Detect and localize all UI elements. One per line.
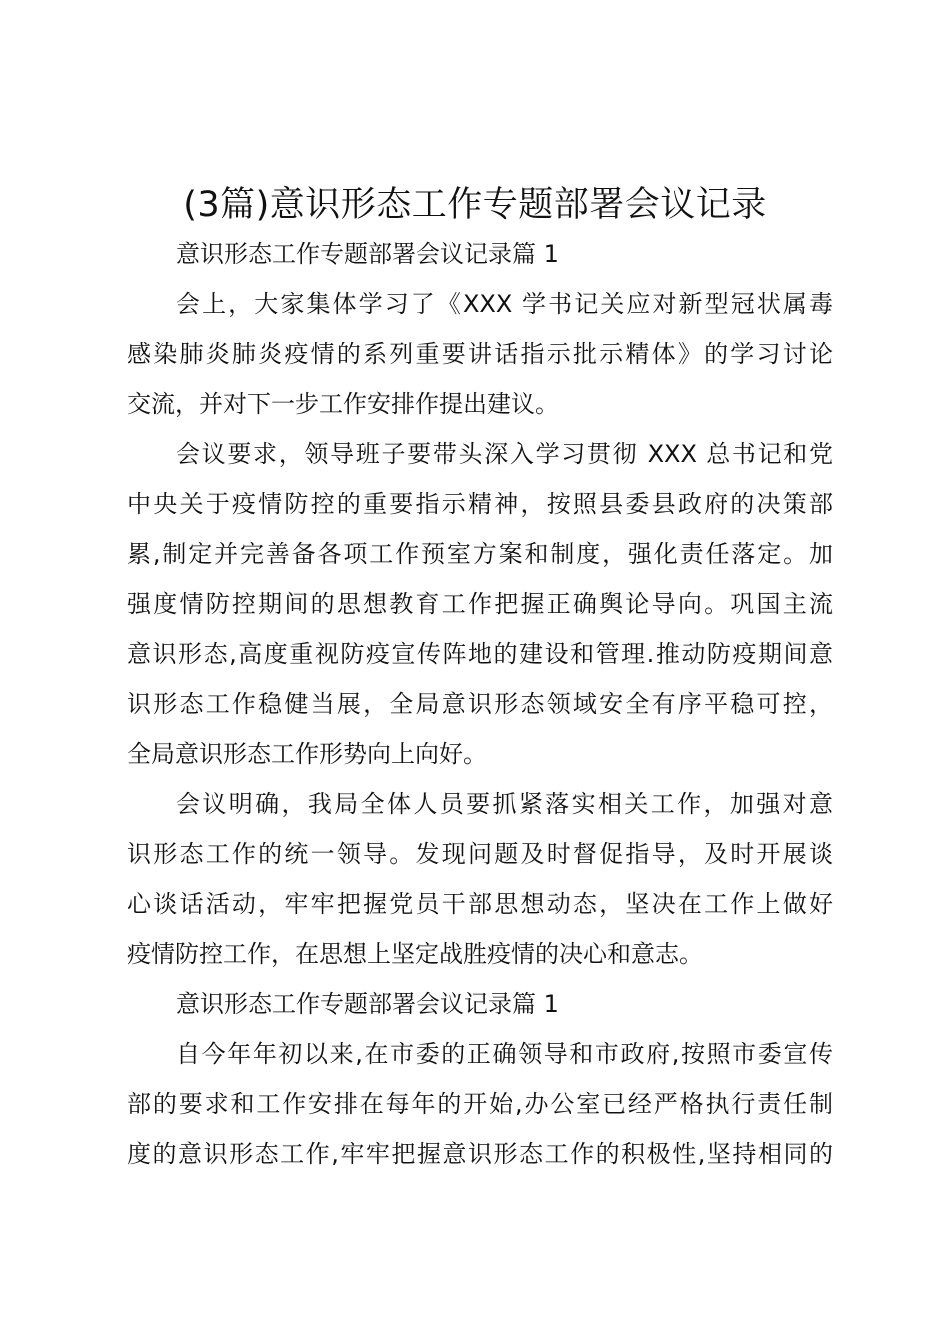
paragraph-line: 心谈话活动，牢牢把握党员干部思想动态，坚决在工作上做好: [127, 890, 833, 918]
paragraph-line: 强度情防控期间的思想教育工作把握正确舆论导向。巩国主流: [127, 590, 833, 618]
paragraph-line: 自今年年初以来,在市委的正确领导和市政府,按照市委宣传: [176, 1040, 833, 1068]
section-heading: 意识形态工作专题部署会议记录篇 1: [176, 240, 559, 268]
paragraph-line: 会议要求，领导班子要带头深入学习贯彻 XXX 总书记和党: [176, 440, 833, 468]
paragraph-line: 疫情防控工作，在思想上坚定战胜疫情的决心和意志。: [127, 940, 703, 968]
paragraph-line: 识形态工作的统一领导。发现问题及时督促指导，及时开展谈: [127, 840, 833, 868]
paragraph-line: 会议明确，我局全体人员要抓紧落实相关工作，加强对意: [176, 790, 833, 818]
section-heading: 意识形态工作专题部署会议记录篇 1: [176, 990, 559, 1018]
document-title: (3篇)意识形态工作专题部署会议记录: [183, 185, 767, 225]
paragraph-line: 部的要求和工作安排在每年的开始,办公室已经严格执行责任制: [127, 1090, 833, 1118]
paragraph-line: 意识形态,高度重视防疫宣传阵地的建设和管理.推动防疫期间意: [127, 640, 833, 668]
paragraph-line: 累,制定并完善备各项工作预室方案和制度，强化责任落定。加: [127, 540, 833, 568]
paragraph-line: 感染肺炎肺炎疫情的系列重要讲话指示批示精体》的学习讨论: [127, 340, 833, 368]
paragraph-line: 交流，并对下一步工作安排作提出建议。: [127, 390, 559, 418]
paragraph-line: 识形态工作稳健当展，全局意识形态领域安全有序平稳可控，: [127, 690, 833, 718]
paragraph-line: 中央关于疫情防控的重要指示精神，按照县委县政府的决策部: [127, 490, 833, 518]
paragraph-line: 度的意识形态工作,牢牢把握意识形态工作的积极性,坚持相同的: [127, 1140, 833, 1168]
paragraph-line: 会上，大家集体学习了《XXX 学书记关应对新型冠状属毒: [176, 290, 833, 318]
paragraph-line: 全局意识形态工作形势向上向好。: [127, 740, 487, 768]
